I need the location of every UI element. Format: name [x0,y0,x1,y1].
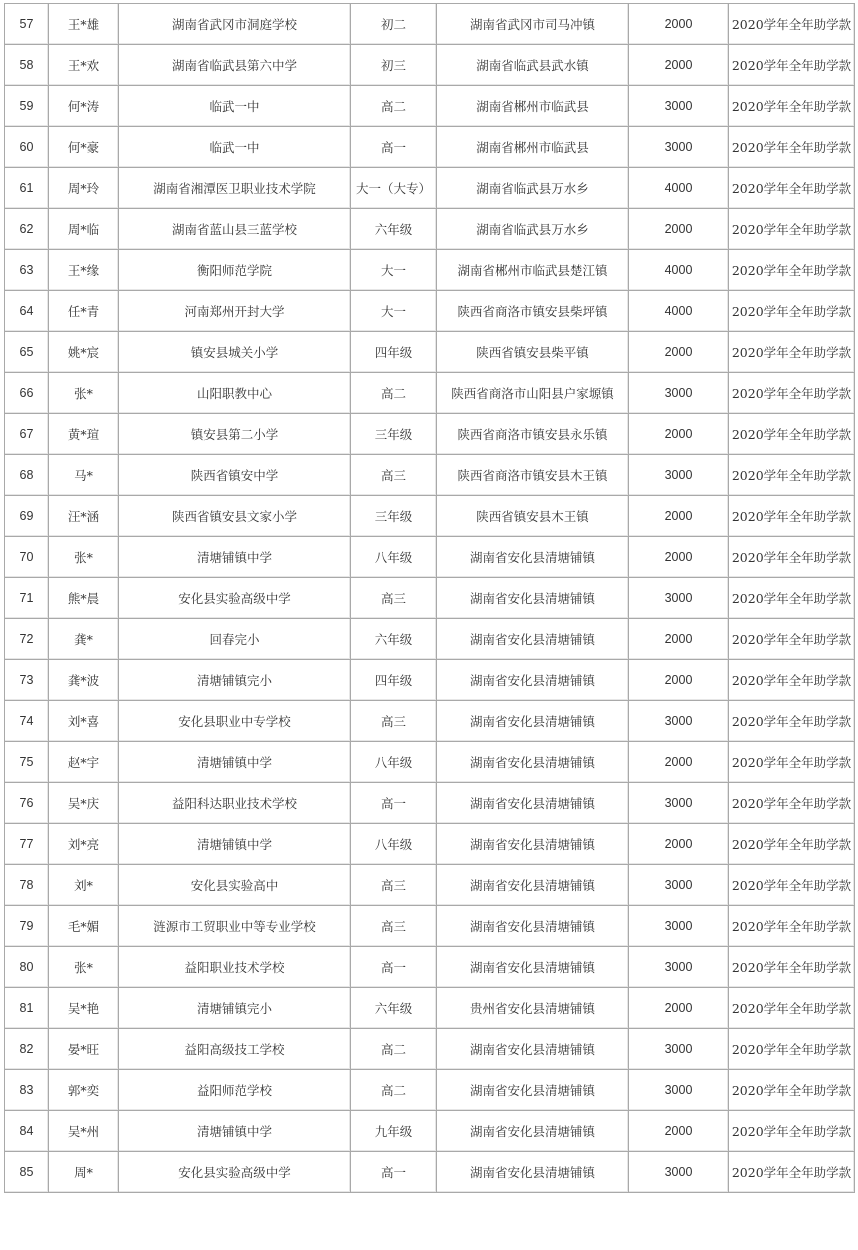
table-row [5,1070,855,1111]
cell-name: 周* [49,1152,119,1193]
cell-name: 王*缘 [49,250,119,291]
table-row [5,824,855,865]
cell-grade: 四年级 [351,332,437,373]
cell-address: 陕西省商洛市镇安县永乐镇 [437,414,629,455]
cell-amount: 2000 [629,537,729,578]
cell-name: 张* [49,537,119,578]
cell-aid-type: 2020学年全年助学款 [729,1029,855,1070]
table-row [5,291,855,332]
cell-aid-type: 2020学年全年助学款 [729,578,855,619]
cell-aid-type: 2020学年全年助学款 [729,906,855,947]
table-row [5,496,855,537]
cell-grade: 三年级 [351,496,437,537]
table-row [5,947,855,988]
cell-amount: 3000 [629,455,729,496]
cell-grade: 高三 [351,578,437,619]
cell-aid-type: 2020学年全年助学款 [729,1070,855,1111]
cell-amount: 4000 [629,291,729,332]
cell-amount: 4000 [629,168,729,209]
cell-amount: 3000 [629,947,729,988]
table-row [5,168,855,209]
cell-school: 陕西省镇安中学 [119,455,351,496]
cell-index: 84 [5,1111,49,1152]
cell-school: 清塘铺镇完小 [119,660,351,701]
table-row [5,1111,855,1152]
table-body [5,4,855,1193]
cell-aid-type: 2020学年全年助学款 [729,742,855,783]
cell-aid-type: 2020学年全年助学款 [729,45,855,86]
cell-name: 何*豪 [49,127,119,168]
table-row [5,4,855,45]
cell-address: 湖南省安化县清塘铺镇 [437,742,629,783]
cell-index: 75 [5,742,49,783]
cell-school: 涟源市工贸职业中等专业学校 [119,906,351,947]
cell-school: 山阳职教中心 [119,373,351,414]
table-row [5,783,855,824]
cell-index: 80 [5,947,49,988]
cell-school: 河南郑州开封大学 [119,291,351,332]
cell-name: 马* [49,455,119,496]
cell-grade: 四年级 [351,660,437,701]
cell-address: 陕西省商洛市山阳县户家塬镇 [437,373,629,414]
cell-school: 陕西省镇安县文家小学 [119,496,351,537]
cell-aid-type: 2020学年全年助学款 [729,783,855,824]
cell-aid-type: 2020学年全年助学款 [729,496,855,537]
cell-name: 熊*晨 [49,578,119,619]
cell-school: 清塘铺镇中学 [119,1111,351,1152]
cell-address: 湖南省郴州市临武县楚江镇 [437,250,629,291]
cell-grade: 初二 [351,4,437,45]
cell-amount: 3000 [629,578,729,619]
cell-school: 益阳高级技工学校 [119,1029,351,1070]
table-row [5,988,855,1029]
table-row [5,660,855,701]
cell-aid-type: 2020学年全年助学款 [729,414,855,455]
cell-aid-type: 2020学年全年助学款 [729,701,855,742]
cell-index: 77 [5,824,49,865]
cell-address: 湖南省安化县清塘铺镇 [437,1029,629,1070]
cell-aid-type: 2020学年全年助学款 [729,455,855,496]
cell-index: 59 [5,86,49,127]
cell-aid-type: 2020学年全年助学款 [729,988,855,1029]
aid-recipient-table [4,3,855,1193]
table-row [5,742,855,783]
cell-name: 刘* [49,865,119,906]
table-row [5,209,855,250]
cell-grade: 八年级 [351,742,437,783]
table-row [5,1152,855,1193]
cell-school: 清塘铺镇中学 [119,537,351,578]
cell-index: 62 [5,209,49,250]
cell-amount: 3000 [629,906,729,947]
cell-grade: 八年级 [351,537,437,578]
cell-index: 82 [5,1029,49,1070]
cell-name: 任*青 [49,291,119,332]
cell-grade: 六年级 [351,619,437,660]
cell-grade: 高二 [351,373,437,414]
cell-school: 清塘铺镇完小 [119,988,351,1029]
table-row [5,127,855,168]
cell-grade: 三年级 [351,414,437,455]
cell-address: 湖南省安化县清塘铺镇 [437,865,629,906]
cell-address: 湖南省安化县清塘铺镇 [437,660,629,701]
cell-amount: 2000 [629,414,729,455]
cell-grade: 大一 [351,291,437,332]
cell-amount: 3000 [629,127,729,168]
cell-grade: 八年级 [351,824,437,865]
cell-aid-type: 2020学年全年助学款 [729,291,855,332]
cell-address: 湖南省安化县清塘铺镇 [437,537,629,578]
cell-name: 周*临 [49,209,119,250]
cell-amount: 3000 [629,865,729,906]
cell-amount: 2000 [629,332,729,373]
cell-address: 陕西省镇安县柴平镇 [437,332,629,373]
cell-school: 清塘铺镇中学 [119,824,351,865]
cell-grade: 高三 [351,906,437,947]
cell-index: 81 [5,988,49,1029]
table-row [5,86,855,127]
cell-school: 安化县职业中专学校 [119,701,351,742]
table-row [5,578,855,619]
cell-grade: 高二 [351,1070,437,1111]
cell-amount: 3000 [629,1152,729,1193]
cell-amount: 3000 [629,1070,729,1111]
cell-school: 衡阳师范学院 [119,250,351,291]
cell-name: 周*玲 [49,168,119,209]
cell-school: 安化县实验高级中学 [119,578,351,619]
cell-amount: 4000 [629,250,729,291]
cell-amount: 2000 [629,824,729,865]
cell-grade: 六年级 [351,988,437,1029]
cell-amount: 2000 [629,660,729,701]
cell-index: 61 [5,168,49,209]
cell-address: 湖南省安化县清塘铺镇 [437,1152,629,1193]
cell-aid-type: 2020学年全年助学款 [729,537,855,578]
cell-grade: 高三 [351,701,437,742]
cell-grade: 高一 [351,783,437,824]
table-row [5,619,855,660]
cell-name: 王*欢 [49,45,119,86]
table-row [5,45,855,86]
cell-name: 黄*瑄 [49,414,119,455]
cell-address: 陕西省镇安县木王镇 [437,496,629,537]
table-row [5,414,855,455]
cell-index: 64 [5,291,49,332]
cell-aid-type: 2020学年全年助学款 [729,168,855,209]
cell-aid-type: 2020学年全年助学款 [729,865,855,906]
cell-school: 湖南省湘潭医卫职业技术学院 [119,168,351,209]
cell-aid-type: 2020学年全年助学款 [729,660,855,701]
cell-address: 湖南省安化县清塘铺镇 [437,783,629,824]
cell-name: 龚*波 [49,660,119,701]
cell-index: 79 [5,906,49,947]
cell-grade: 高三 [351,455,437,496]
cell-school: 湖南省武冈市洞庭学校 [119,4,351,45]
table-row [5,455,855,496]
cell-index: 69 [5,496,49,537]
cell-index: 74 [5,701,49,742]
cell-amount: 2000 [629,742,729,783]
cell-aid-type: 2020学年全年助学款 [729,250,855,291]
cell-school: 益阳职业技术学校 [119,947,351,988]
cell-grade: 六年级 [351,209,437,250]
cell-index: 85 [5,1152,49,1193]
cell-address: 湖南省郴州市临武县 [437,127,629,168]
cell-address: 湖南省武冈市司马冲镇 [437,4,629,45]
cell-address: 湖南省安化县清塘铺镇 [437,906,629,947]
cell-name: 吴*州 [49,1111,119,1152]
cell-aid-type: 2020学年全年助学款 [729,4,855,45]
cell-address: 陕西省商洛市镇安县木王镇 [437,455,629,496]
cell-name: 刘*喜 [49,701,119,742]
cell-school: 临武一中 [119,127,351,168]
cell-school: 回春完小 [119,619,351,660]
cell-name: 毛*媚 [49,906,119,947]
cell-amount: 2000 [629,988,729,1029]
cell-address: 湖南省郴州市临武县 [437,86,629,127]
cell-index: 72 [5,619,49,660]
cell-school: 清塘铺镇中学 [119,742,351,783]
cell-amount: 3000 [629,86,729,127]
cell-aid-type: 2020学年全年助学款 [729,209,855,250]
cell-address: 湖南省临武县万水乡 [437,209,629,250]
cell-address: 湖南省安化县清塘铺镇 [437,1111,629,1152]
cell-name: 吴*庆 [49,783,119,824]
cell-amount: 3000 [629,783,729,824]
cell-name: 姚*宸 [49,332,119,373]
cell-aid-type: 2020学年全年助学款 [729,127,855,168]
cell-address: 湖南省安化县清塘铺镇 [437,824,629,865]
cell-address: 湖南省安化县清塘铺镇 [437,619,629,660]
cell-address: 湖南省临武县武水镇 [437,45,629,86]
cell-index: 60 [5,127,49,168]
cell-index: 63 [5,250,49,291]
cell-name: 张* [49,947,119,988]
cell-index: 76 [5,783,49,824]
cell-grade: 高三 [351,865,437,906]
table-row [5,906,855,947]
cell-school: 安化县实验高中 [119,865,351,906]
cell-aid-type: 2020学年全年助学款 [729,619,855,660]
cell-amount: 2000 [629,1111,729,1152]
cell-index: 70 [5,537,49,578]
cell-school: 镇安县第二小学 [119,414,351,455]
cell-index: 65 [5,332,49,373]
table-row [5,250,855,291]
cell-aid-type: 2020学年全年助学款 [729,1111,855,1152]
cell-aid-type: 2020学年全年助学款 [729,373,855,414]
cell-aid-type: 2020学年全年助学款 [729,947,855,988]
cell-address: 湖南省临武县万水乡 [437,168,629,209]
cell-aid-type: 2020学年全年助学款 [729,824,855,865]
cell-index: 67 [5,414,49,455]
cell-aid-type: 2020学年全年助学款 [729,86,855,127]
cell-name: 王*雄 [49,4,119,45]
cell-name: 赵*宇 [49,742,119,783]
cell-name: 龚* [49,619,119,660]
cell-grade: 初三 [351,45,437,86]
cell-aid-type: 2020学年全年助学款 [729,332,855,373]
cell-index: 71 [5,578,49,619]
cell-index: 57 [5,4,49,45]
cell-index: 78 [5,865,49,906]
cell-amount: 3000 [629,701,729,742]
cell-address: 陕西省商洛市镇安县柴坪镇 [437,291,629,332]
cell-index: 66 [5,373,49,414]
table-row [5,865,855,906]
cell-grade: 大一 [351,250,437,291]
cell-grade: 九年级 [351,1111,437,1152]
cell-name: 张* [49,373,119,414]
cell-name: 晏*旺 [49,1029,119,1070]
cell-grade: 高二 [351,86,437,127]
cell-school: 安化县实验高级中学 [119,1152,351,1193]
cell-aid-type: 2020学年全年助学款 [729,1152,855,1193]
cell-address: 贵州省安化县清塘铺镇 [437,988,629,1029]
cell-address: 湖南省安化县清塘铺镇 [437,1070,629,1111]
cell-name: 何*涛 [49,86,119,127]
cell-grade: 大一（大专） [351,168,437,209]
cell-index: 68 [5,455,49,496]
table-row [5,332,855,373]
cell-school: 湖南省蓝山县三蓝学校 [119,209,351,250]
cell-school: 湖南省临武县第六中学 [119,45,351,86]
cell-index: 73 [5,660,49,701]
cell-school: 益阳科达职业技术学校 [119,783,351,824]
table-row [5,1029,855,1070]
cell-amount: 2000 [629,4,729,45]
cell-school: 临武一中 [119,86,351,127]
cell-address: 湖南省安化县清塘铺镇 [437,701,629,742]
cell-amount: 2000 [629,496,729,537]
cell-address: 湖南省安化县清塘铺镇 [437,578,629,619]
cell-grade: 高一 [351,127,437,168]
cell-amount: 2000 [629,45,729,86]
cell-amount: 3000 [629,1029,729,1070]
cell-name: 汪*涵 [49,496,119,537]
cell-name: 郭*奕 [49,1070,119,1111]
cell-index: 83 [5,1070,49,1111]
cell-grade: 高一 [351,1152,437,1193]
cell-amount: 2000 [629,209,729,250]
cell-grade: 高二 [351,1029,437,1070]
cell-address: 湖南省安化县清塘铺镇 [437,947,629,988]
table-row [5,373,855,414]
cell-name: 吴*艳 [49,988,119,1029]
cell-grade: 高一 [351,947,437,988]
cell-index: 58 [5,45,49,86]
table-row [5,537,855,578]
cell-school: 镇安县城关小学 [119,332,351,373]
table-row [5,701,855,742]
cell-amount: 2000 [629,619,729,660]
cell-school: 益阳师范学校 [119,1070,351,1111]
cell-amount: 3000 [629,373,729,414]
cell-name: 刘*亮 [49,824,119,865]
